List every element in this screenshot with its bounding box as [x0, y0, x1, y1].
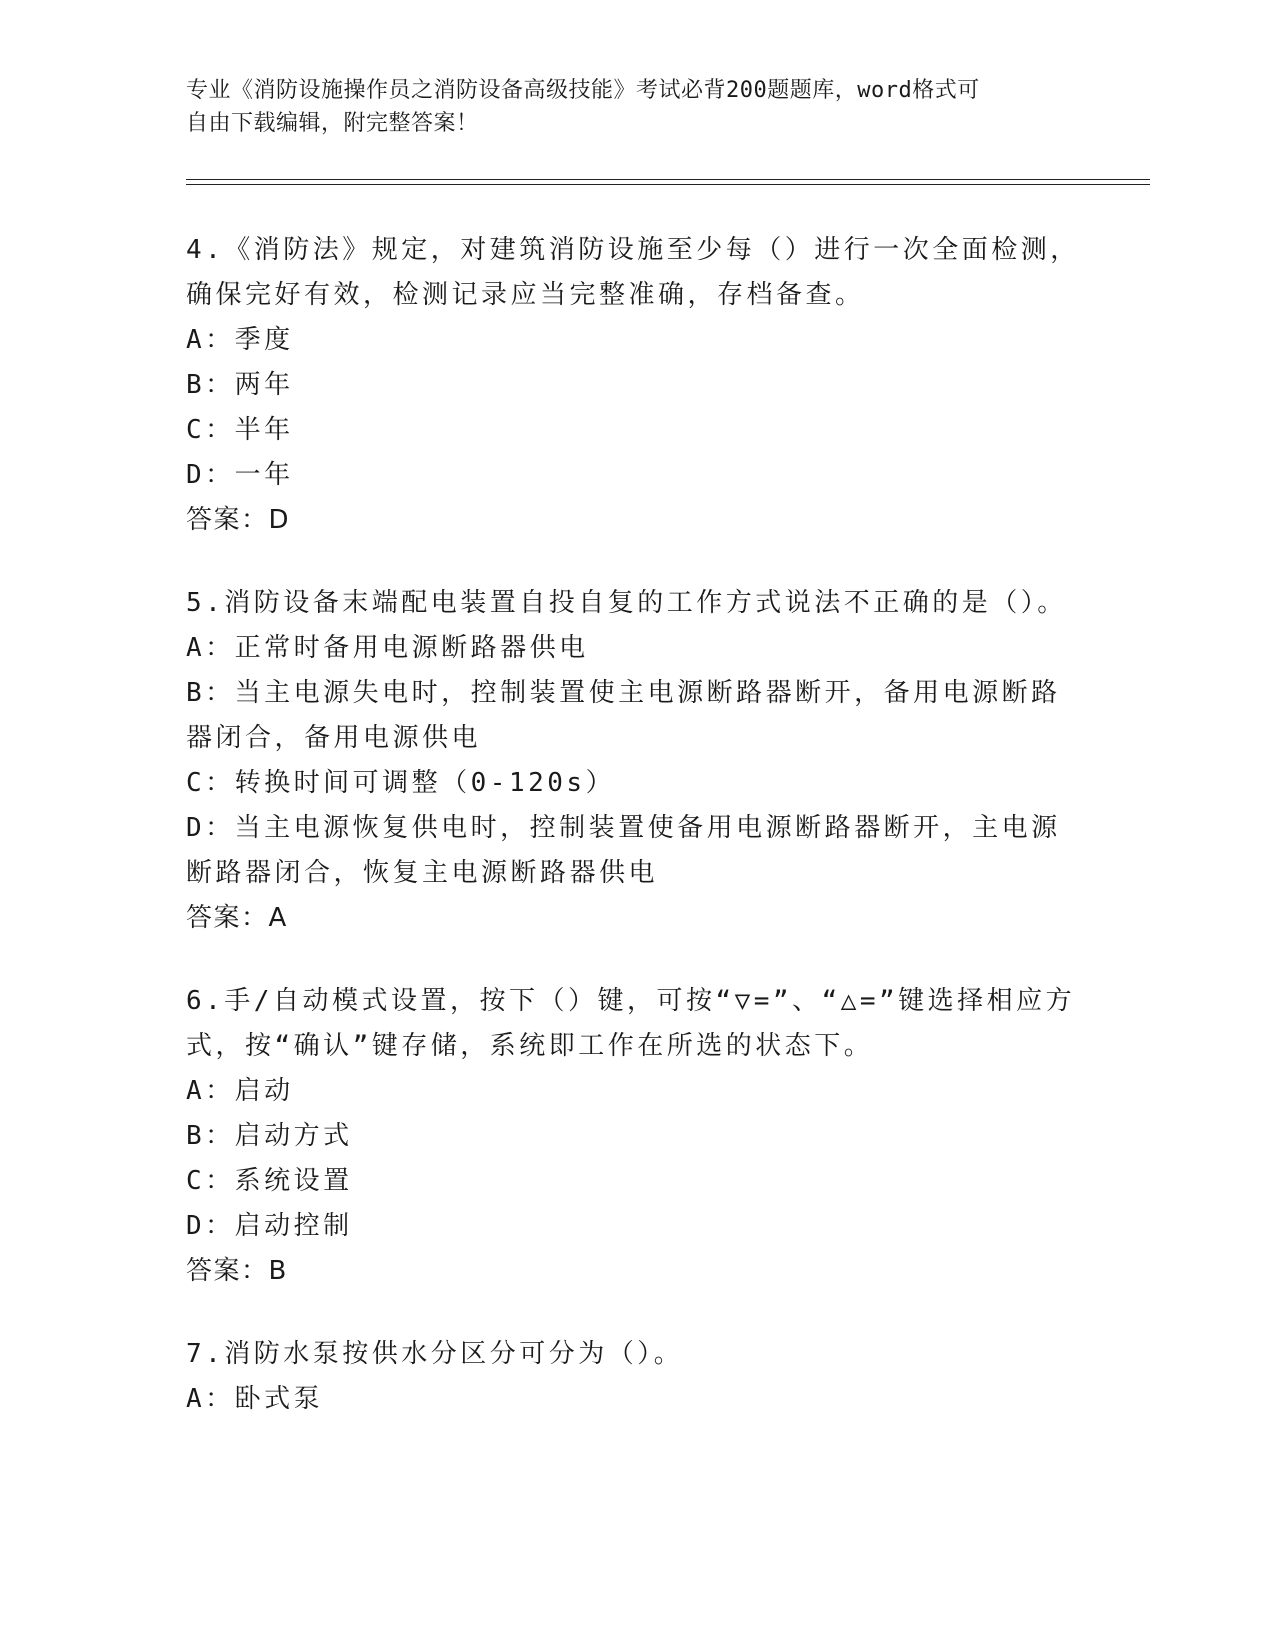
question-6 [186, 979, 1086, 1294]
question-stem: 7.消防水泵按供水分区分可分为（）。 [186, 1339, 684, 1369]
option-c: C：转换时间可调整（0-120s） [186, 768, 616, 798]
option-b: B：启动方式 [186, 1121, 353, 1151]
answer-label: 答案：B [186, 1256, 288, 1286]
header-divider-top [186, 179, 1150, 180]
option-a: A：卧式泵 [186, 1384, 324, 1414]
option-c: C：半年 [186, 415, 294, 445]
question-stem: 4.《消防法》规定，对建筑消防设施至少每（）进行一次全面检测，确保完好有效，检测记录应当完整准确，存档备查。 [186, 235, 1080, 310]
answer-label: 答案：D [186, 505, 291, 535]
option-b: B：当主电源失电时，控制装置使主电源断路器断开，备用电源断路器闭合，备用电源供电 [186, 678, 1061, 753]
header-divider-bottom [186, 184, 1150, 185]
question-stem: 5.消防设备末端配电装置自投自复的工作方式说法不正确的是（）。 [186, 588, 1067, 618]
option-d: D：启动控制 [186, 1211, 353, 1241]
header-line-2: 自由下载编辑，附完整答案！ [186, 111, 479, 136]
option-a: A：正常时备用电源断路器供电 [186, 633, 589, 663]
option-b: B：两年 [186, 370, 294, 400]
option-d: D：一年 [186, 460, 294, 490]
header-line-1: 专业《消防设施操作员之消防设备高级技能》考试必背200题题库，word格式可 [186, 78, 980, 103]
option-a: A：启动 [186, 1076, 294, 1106]
question-stem: 6.手/自动模式设置，按下（）键，可按“▽=”、“△=”键选择相应方式，按“确认”键存储，系统即工作在所选的状态下。 [186, 986, 1076, 1061]
option-a: A：季度 [186, 325, 294, 355]
answer-label: 答案：A [186, 903, 288, 933]
question-list [186, 228, 1086, 1460]
question-5 [186, 581, 1086, 941]
question-4 [186, 228, 1086, 543]
option-c: C：系统设置 [186, 1166, 353, 1196]
option-d: D：当主电源恢复供电时，控制装置使备用电源断路器断开，主电源断路器闭合，恢复主电源断路器供电 [186, 813, 1061, 888]
document-header [186, 74, 1066, 140]
question-7 [186, 1332, 1086, 1422]
